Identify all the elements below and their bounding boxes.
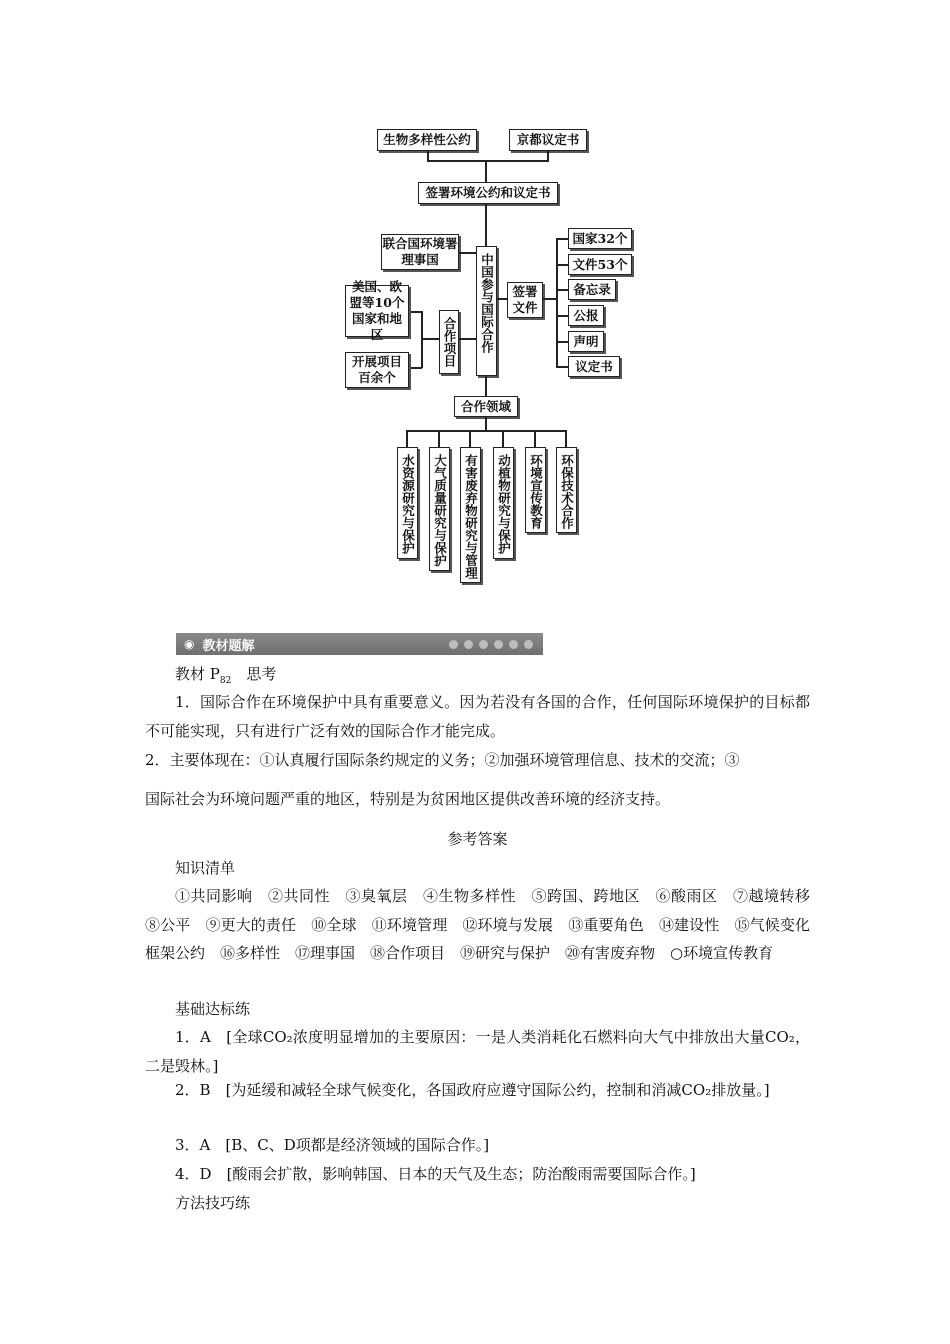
- box-field-item: [429, 447, 450, 571]
- section1-para1: 1．国际合作在环境保护中具有重要意义。因为若没有各国的合作，任何国际环境保护的目标都不可能实现，只有进行广泛有效的国际合作才能完成。: [145, 693, 810, 740]
- box-china-participation-label: 中国参与国际合作: [479, 253, 495, 353]
- box-doc-item: 议定书: [568, 356, 620, 377]
- connector: [556, 264, 568, 266]
- heading-rest: 思考: [231, 665, 277, 683]
- dot-icon: [524, 640, 533, 649]
- box-signed-docs: 签署文件: [507, 282, 543, 318]
- method-title: 方法技巧练: [175, 1194, 251, 1212]
- box-field-item: [460, 447, 481, 583]
- connector: [459, 338, 476, 340]
- connector: [421, 338, 439, 340]
- box-field-item: [397, 447, 418, 559]
- connector: [427, 160, 549, 162]
- connector: [485, 417, 487, 431]
- box-doc-item: 国家32个: [568, 228, 632, 249]
- section-banner: [176, 633, 543, 655]
- connector: [556, 366, 568, 368]
- box-biodiversity-convention: 生物多样性公约: [377, 129, 477, 151]
- box-field-item: [525, 447, 546, 533]
- connector: [406, 430, 408, 447]
- box-field-item-label: 环境宣传教育: [528, 454, 544, 529]
- box-field-item-label: 环保技术合作: [559, 454, 575, 529]
- box-coop-projects-label: 合作项目: [442, 317, 457, 367]
- connector: [485, 160, 487, 182]
- box-doc-item: 备忘录: [568, 279, 616, 300]
- connector: [421, 311, 423, 368]
- box-field-item-label: 动植物研究与保护: [496, 454, 512, 554]
- connector: [565, 430, 567, 447]
- box-field-item-label: 有害废弃物研究与管理: [463, 454, 479, 579]
- basic-title: 基础达标练: [175, 1000, 251, 1018]
- dot-icon: [449, 640, 458, 649]
- banner-dots: [449, 640, 533, 649]
- answer-q4: 4．D [酸雨会扩散，影响韩国、日本的天气及生态；防治酸雨需要国际合作。]: [175, 1165, 696, 1183]
- circle-icon: ◉: [184, 637, 195, 651]
- connector: [556, 289, 568, 291]
- box-kyoto-protocol: 京都议定书: [509, 129, 587, 151]
- connector: [409, 311, 422, 313]
- connector: [502, 430, 504, 447]
- box-doc-item: 公报: [568, 305, 604, 326]
- connector: [469, 430, 471, 447]
- box-un-environment: 联合国环境署理事国: [381, 234, 459, 270]
- box-field-item-label: 大气质量研究与保护: [432, 454, 448, 567]
- connector: [485, 204, 487, 246]
- knowledge-list-text: ①共同影响 ②共同性 ③臭氧层 ④生物多样性 ⑤跨国、跨地区 ⑥酸雨区 ⑦越境转移 ⑧公平 ⑨更大的责任 ⑩全球 ⑪环境管理 ⑫环境与发展 ⑬重要角色 ⑭建设性 ⑮气候变化框架公约 ⑯多样性 ⑰理事国 ⑱合作项目 ⑲研究与保护 ⑳有害废弃物 ○环境宣传教育: [145, 887, 826, 962]
- dot-icon: [494, 640, 503, 649]
- box-coop-fields: 合作领域: [454, 396, 518, 417]
- dot-icon: [509, 640, 518, 649]
- knowledge-list-title: 知识清单: [175, 859, 236, 877]
- dot-icon: [464, 640, 473, 649]
- connector: [556, 315, 568, 317]
- connector: [406, 430, 566, 432]
- box-hundred-projects: 开展项目百余个: [345, 352, 409, 388]
- connector: [485, 376, 487, 396]
- answer-q1: 1．A [全球CO₂浓度明显增加的主要原因：一是人类消耗化石燃料向大气中排放出大量CO₂，二是毁林。]: [145, 1028, 810, 1075]
- box-china-participation: [476, 246, 497, 376]
- answer-q3: 3．A [B、C、D项都是经济领域的国际合作。]: [175, 1136, 490, 1154]
- box-field-item: [493, 447, 514, 559]
- banner-title: 教材题解: [202, 638, 255, 654]
- dot-icon: [479, 640, 488, 649]
- connector: [409, 367, 422, 369]
- connector: [497, 298, 507, 300]
- section1-para2a: 2．主要体现在：①认真履行国际条约规定的义务；②加强环境管理信息、技术的交流；③: [145, 751, 740, 769]
- heading-sub: 82: [219, 676, 232, 686]
- box-doc-item: 声明: [568, 331, 604, 352]
- connector: [459, 252, 476, 254]
- box-coop-projects: [439, 310, 459, 374]
- section1-para2b: 国际社会为环境问题严重的地区，特别是为贫困地区提供改善环境的经济支持。: [145, 790, 671, 808]
- heading-main: 教材 P: [175, 665, 220, 683]
- box-field-item-label: 水资源研究与保护: [400, 454, 416, 554]
- connector: [534, 430, 536, 447]
- box-us-eu: 美国、欧盟等10个国家和地区: [345, 285, 409, 337]
- connector: [438, 430, 440, 447]
- connector: [543, 298, 557, 300]
- answer-q2: 2．B [为延缓和减轻全球气候变化，各国政府应遵守国际公约，控制和消减CO₂排放量。]: [175, 1081, 770, 1099]
- connector: [556, 341, 568, 343]
- connector: [556, 238, 568, 240]
- box-field-item: [556, 447, 577, 533]
- box-sign-conventions: 签署环境公约和议定书: [418, 182, 558, 204]
- answers-title: 参考答案: [447, 830, 508, 848]
- connector: [556, 238, 558, 367]
- box-doc-item: 文件53个: [568, 254, 632, 275]
